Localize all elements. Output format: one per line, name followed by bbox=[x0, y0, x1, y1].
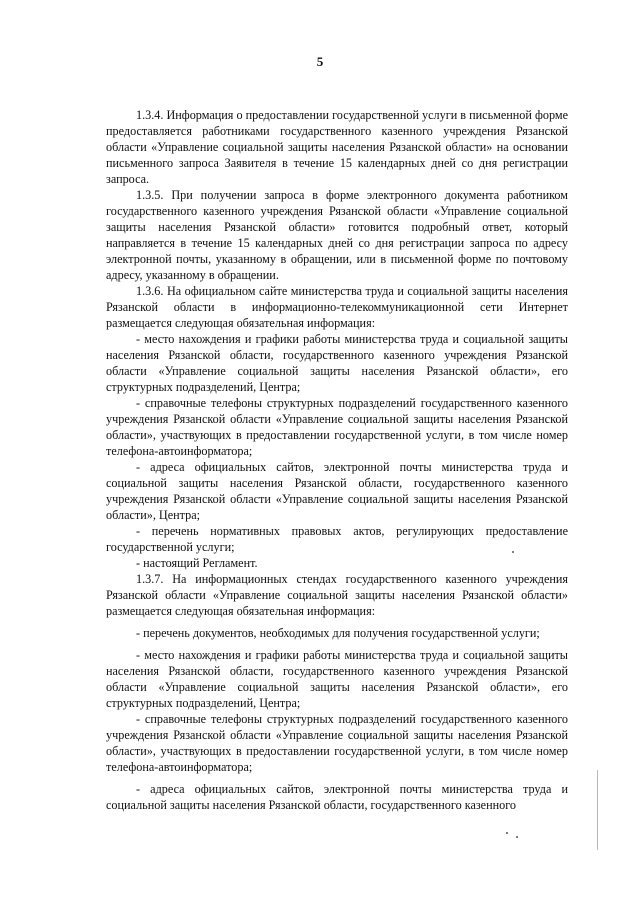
scan-margin-mark bbox=[597, 770, 598, 850]
scan-dot bbox=[512, 551, 514, 553]
document-body bbox=[106, 107, 568, 813]
list-item-regulation: - настоящий Регламент. bbox=[136, 556, 258, 570]
list-item-locations-schedules-stands: - место нахождения и графики работы министерства труда и социальной защиты населения Рязанской области, государственного казенного учреждения Рязанской области «Управление социальной защиты населения Рязанской области», его структурных подразделений, Центра; bbox=[106, 648, 568, 710]
page-number: 5 bbox=[316, 54, 324, 69]
list-item-websites-emails-stands: - адреса официальных сайтов, электронной почты министерства труда и социальной защиты населения Рязанской области, государственного казенного bbox=[106, 782, 568, 812]
paragraph-1-3-7: 1.3.7. На информационных стендах государственного казенного учреждения Рязанской области «Управление социальной защиты населения Рязанской области» размещается следующая обязательная информация: bbox=[106, 572, 568, 618]
list-item-reference-phones-stands: - справочные телефоны структурных подразделений государственного казенного учреждения Рязанской области «Управление социальной защиты населения Рязанской области», участвующих в предоставлении государственной услуги, в том числе номер телефона-автоинформатора; bbox=[106, 712, 568, 774]
list-item-reference-phones: - справочные телефоны структурных подразделений государственного казенного учреждения Рязанской области «Управление социальной защиты населения Рязанской области», участвующих в предоставлении государственной услуги, в том числе номер телефона-автоинформатора; bbox=[106, 396, 568, 458]
list-item-websites-emails: - адреса официальных сайтов, электронной почты министерства труда и социальной защиты населения Рязанской области, государственного казенного учреждения Рязанской области «Управление социальной защиты населения Рязанской области», Центра; bbox=[106, 460, 568, 522]
paragraph-1-3-4: 1.3.4. Информация о предоставлении государственной услуги в письменной форме предоставляется работниками государственного казенного учреждения Рязанской области «Управление социальной защиты населения Рязанской области» на основании письменного запроса Заявителя в течение 15 календарных дней со дня регистрации запроса. bbox=[106, 108, 568, 186]
scan-dot bbox=[506, 832, 508, 834]
paragraph-1-3-5: 1.3.5. При получении запроса в форме электронного документа работником государственного казенного учреждения Рязанской области «Управление социальной защиты населения Рязанской области» готовится подробный ответ, который направляется в течение 15 календарных дней со дня регистрации запроса по адресу электронной почты, указанному в обращении, или в письменной форме по почтовому адресу, указанному в обращении. bbox=[106, 188, 568, 282]
paragraph-1-3-6: 1.3.6. На официальном сайте министерства труда и социальной защиты населения Рязанской области в информационно-телекоммуникационной сети Интернет размещается следующая обязательная информация: bbox=[106, 284, 568, 330]
list-item-documents: - перечень документов, необходимых для получения государственной услуги; bbox=[136, 626, 540, 640]
list-item-legal-acts: - перечень нормативных правовых актов, регулирующих предоставление государственной услуги; bbox=[106, 524, 568, 554]
list-item-locations-schedules: - место нахождения и графики работы министерства труда и социальной защиты населения Рязанской области, государственного казенного учреждения Рязанской области «Управление социальной защиты населения Рязанской области», его структурных подразделений, Центра; bbox=[106, 332, 568, 394]
scan-dot bbox=[516, 836, 518, 838]
